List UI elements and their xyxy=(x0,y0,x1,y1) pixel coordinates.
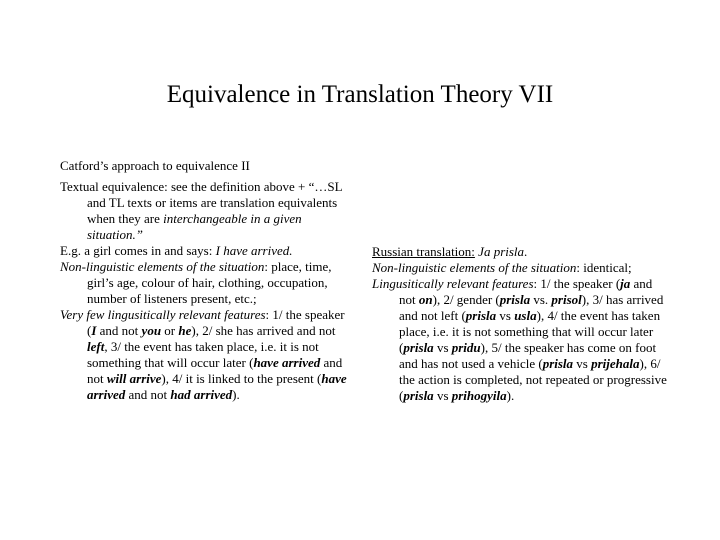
emphasis-term: have arrived xyxy=(253,355,321,370)
text-run: and not xyxy=(96,323,142,338)
text-run: , 3/ the event has taken place, i.e. it is not something that will occur later ( xyxy=(87,339,319,370)
emphasis-term: I xyxy=(91,323,97,338)
emphasis-term: on xyxy=(418,292,433,307)
text-run: ), 6/ the action is completed, not repeated or progressive ( xyxy=(399,356,667,403)
relevant-features-label: Very few lingusitically relevant features xyxy=(60,307,266,322)
emphasis-term: prisla xyxy=(542,356,574,371)
text-run: and not xyxy=(399,276,653,307)
text-run: ). xyxy=(506,388,515,403)
emphasis-term: left xyxy=(87,339,105,354)
text-run: ), 5/ the speaker has come on foot and has not used a vehicle ( xyxy=(399,340,657,371)
text-run: vs xyxy=(433,388,452,403)
text-run: and not xyxy=(87,355,343,386)
slide-title: Equivalence in Translation Theory VII xyxy=(166,81,554,108)
textual-lead: Textual equivalence: see the definition above + “…SL and TL texts or items are translation equivalents when they are xyxy=(60,179,343,226)
left-column xyxy=(60,158,352,403)
text-run: ), 3/ has arrived and not left ( xyxy=(399,292,664,323)
nonlinguistic-paragraph xyxy=(60,259,352,307)
emphasis-term: prisla xyxy=(499,292,531,307)
text-run: vs. xyxy=(530,292,552,307)
text-run: . xyxy=(524,244,528,259)
text-run: vs xyxy=(496,308,515,323)
emphasis-term: prisla xyxy=(403,340,434,355)
text-run: ), 4/ it is linked to the present ( xyxy=(161,371,322,386)
nonlinguistic-paragraph xyxy=(372,260,670,276)
emphasis-term: will arrive xyxy=(106,371,162,386)
example-italic: I have arrived. xyxy=(215,243,293,258)
nonlinguistic-text: : identical; xyxy=(576,260,632,275)
russian-translation-italic: Ja prisla xyxy=(478,244,525,259)
relevant-features-paragraph xyxy=(372,276,670,404)
nonlinguistic-text: : place, time, girl’s age, colour of hair, clothing, occupation, number of listeners present, etc.; xyxy=(87,259,332,306)
emphasis-term: prisla xyxy=(403,388,434,403)
nonlinguistic-label: Non-linguistic elements of the situation xyxy=(60,259,265,274)
emphasis-term: prijehala xyxy=(591,356,640,371)
example-paragraph xyxy=(60,243,352,259)
emphasis-term: prisla xyxy=(465,308,497,323)
relevant-features-paragraph xyxy=(60,307,352,403)
example-lead: E.g. a girl comes in and says: xyxy=(60,243,216,258)
emphasis-term: you xyxy=(141,323,162,338)
nonlinguistic-label: Non-linguistic elements of the situation xyxy=(372,260,577,275)
emphasis-term: have arrived xyxy=(87,371,347,402)
emphasis-term: he xyxy=(178,323,192,338)
emphasis-term: pridu xyxy=(451,340,481,355)
text-run: ), 2/ gender ( xyxy=(432,292,500,307)
emphasis-term: prihogyila xyxy=(451,388,507,403)
text-run: vs xyxy=(433,340,452,355)
textual-italic: interchangeable in a given situation.” xyxy=(87,211,302,242)
text-run: ), 4/ the event has taken place, i.e. it is not something that will occur later ( xyxy=(399,308,661,355)
text-run: : 1/ the speaker ( xyxy=(533,276,621,291)
text-run: ). xyxy=(232,387,240,402)
relevant-features-label: Lingusitically relevant features xyxy=(372,276,534,291)
emphasis-term: usla xyxy=(514,308,537,323)
russian-translation-label: Russian translation: xyxy=(372,244,475,259)
text-run: and not xyxy=(125,387,171,402)
text-run: or xyxy=(161,323,179,338)
text-run: : 1/ the speaker ( xyxy=(87,307,345,338)
text-run: vs xyxy=(573,356,592,371)
emphasis-term: prisol xyxy=(551,292,582,307)
section-heading: Catford’s approach to equivalence II xyxy=(60,158,250,173)
text-run: ), 2/ she has arrived and not xyxy=(191,323,336,338)
russian-translation-paragraph xyxy=(372,244,670,260)
emphasis-term: had arrived xyxy=(170,387,233,402)
right-column xyxy=(372,244,670,404)
textual-equivalence-paragraph xyxy=(60,179,352,243)
emphasis-term: ja xyxy=(620,276,631,291)
